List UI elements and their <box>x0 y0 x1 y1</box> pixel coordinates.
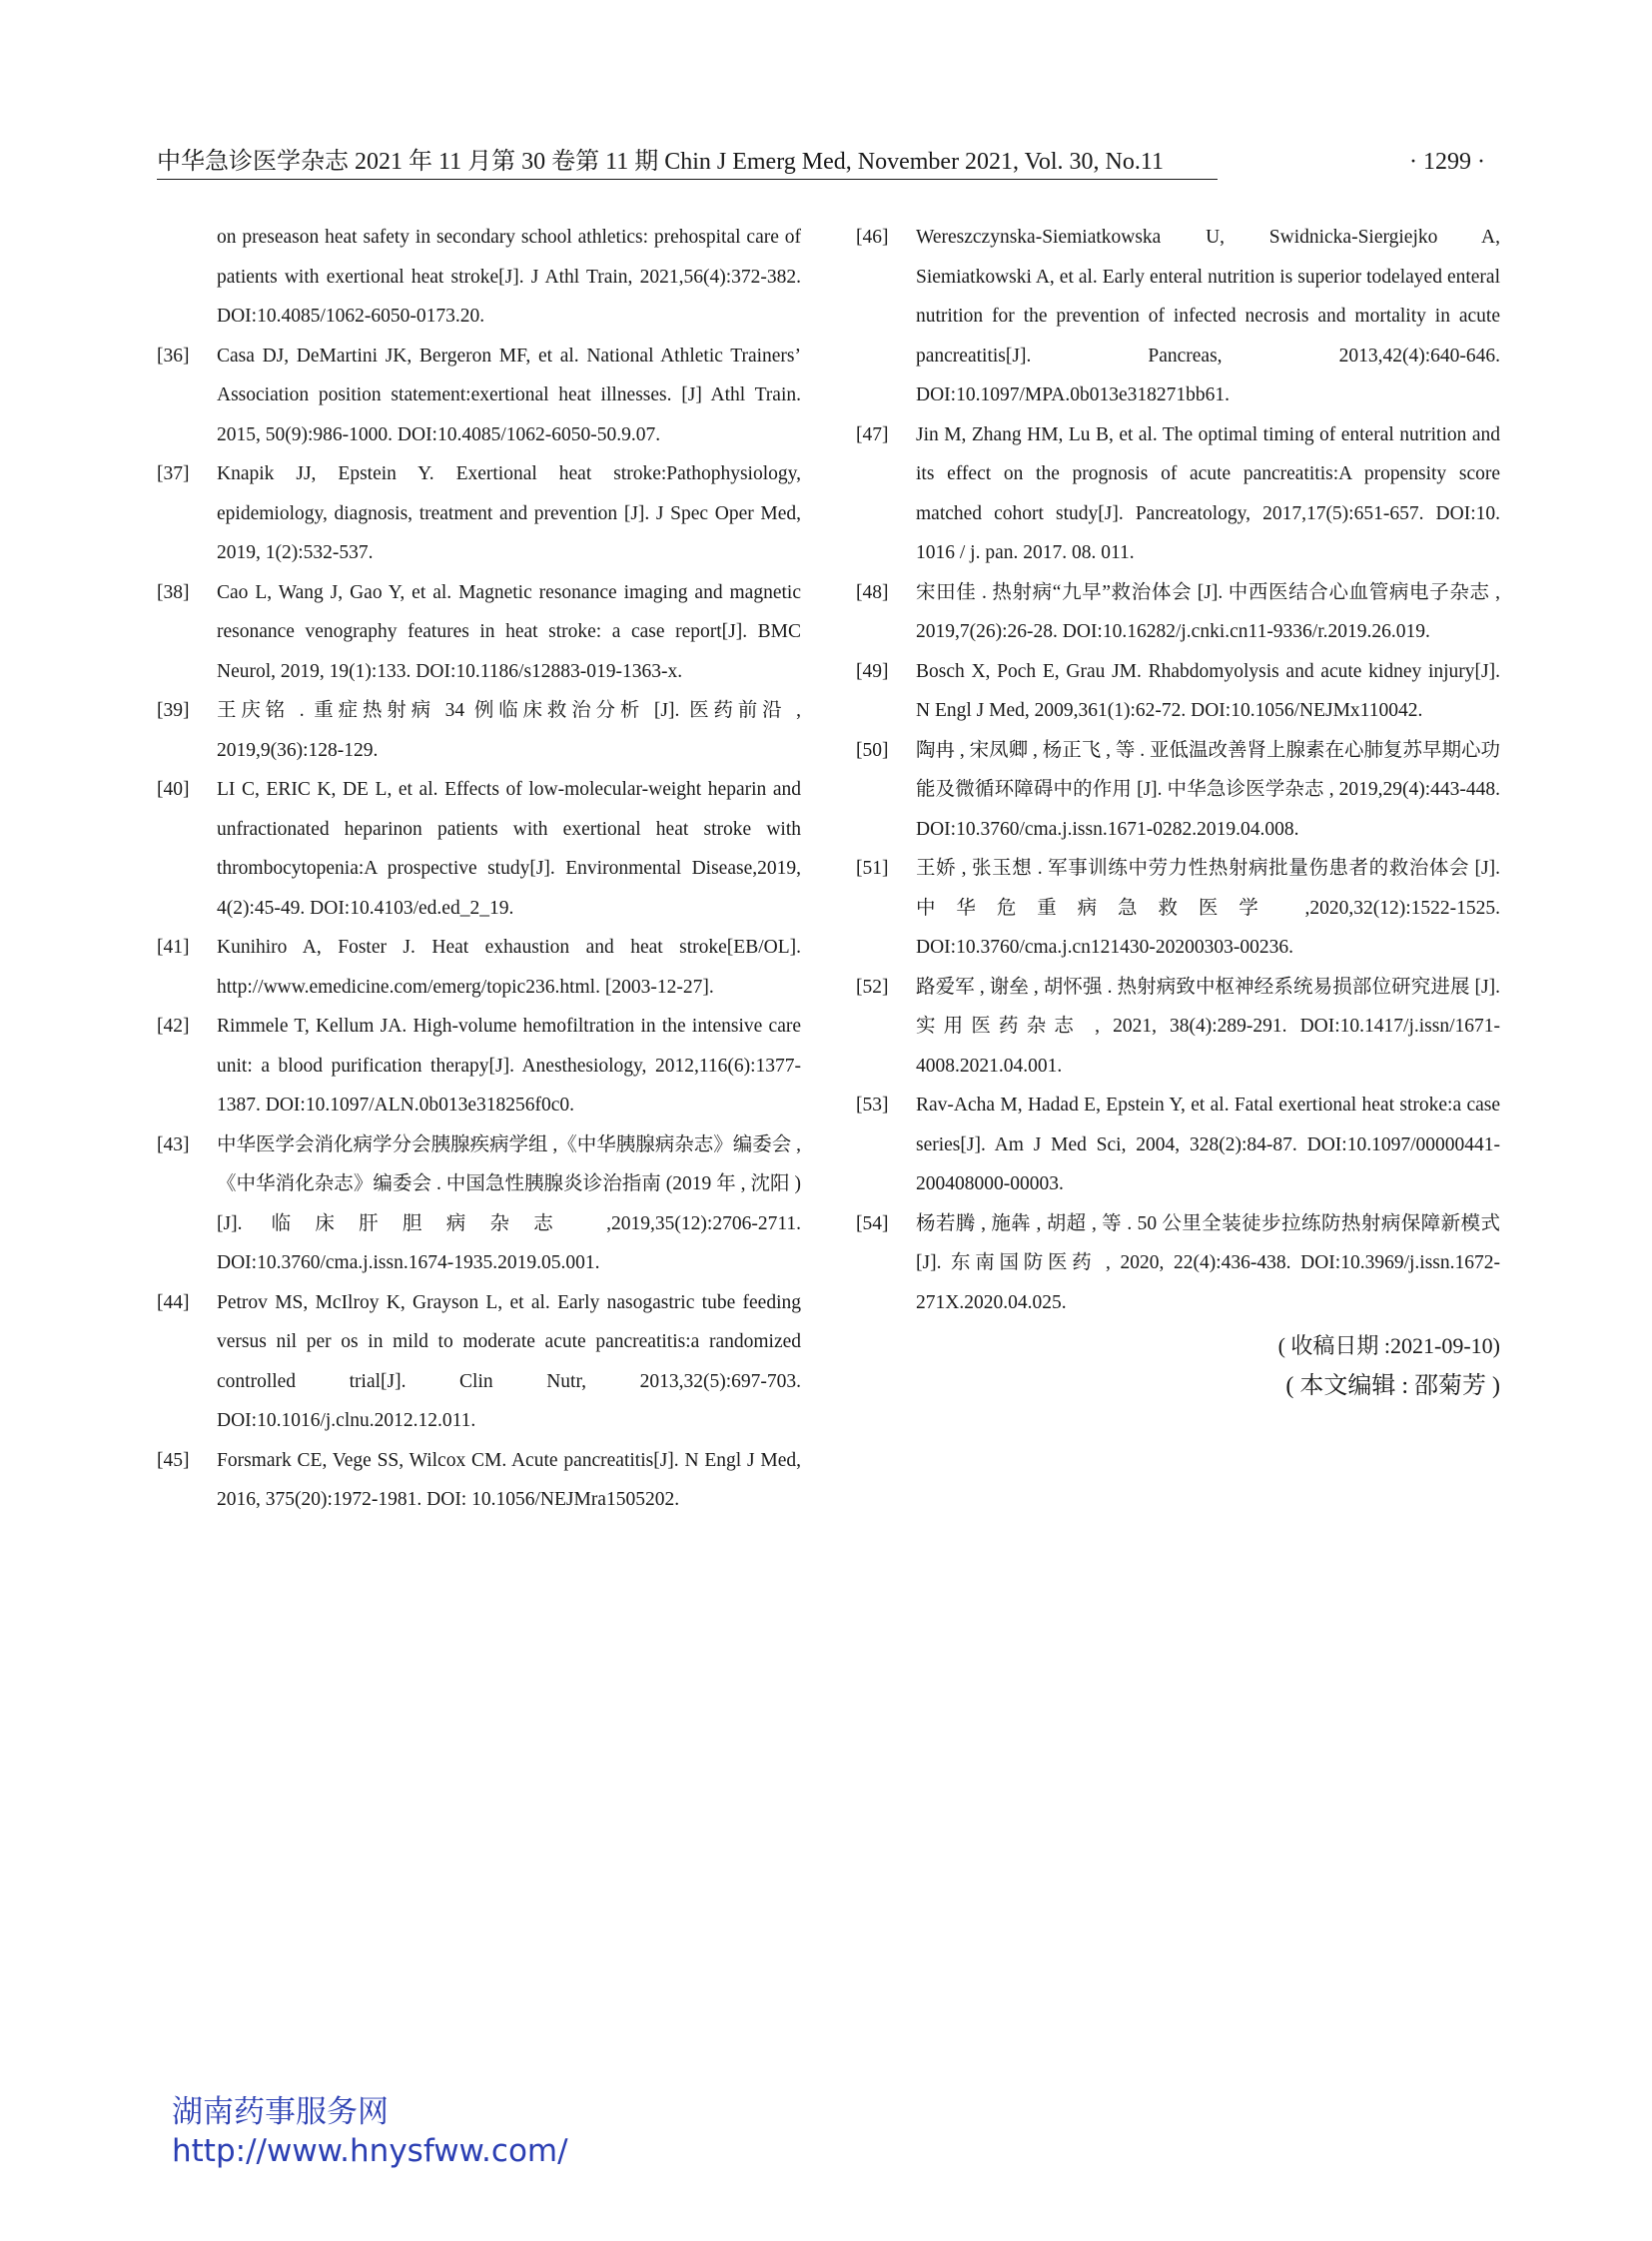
reference-entry-43 <box>157 1125 801 1283</box>
reference-number: [51] <box>856 858 889 879</box>
reference-entry-54 <box>856 1204 1500 1323</box>
reference-text: Rav-Acha M, Hadad E, Epstein Y, et al. Fatal exertional heat stroke:a case series[J]. Am J Med Sci, 2004, 328(2):84-87. DOI:10.1097/00000441-200408000-00003. <box>916 1095 1500 1194</box>
reference-text: Knapik JJ, Epstein Y. Exertional heat stroke:Pathophysiology, epidemiology, diagnosis, treatment and prevention [J]. J Spec Oper Med, 2019, 1(2):532-537. <box>217 463 801 563</box>
reference-entry-36 <box>157 337 801 455</box>
reference-number: [53] <box>856 1095 889 1116</box>
journal-citation-header: 中华急诊医学杂志 2021 年 11 月第 30 卷第 11 期 Chin J Emerg Med, November 2021, Vol. 30, No.11 <box>157 149 1164 175</box>
references-right-column <box>856 218 1500 1406</box>
running-header <box>157 146 1485 178</box>
reference-number: [39] <box>157 700 190 721</box>
reference-number: [48] <box>856 581 889 603</box>
reference-entry-42 <box>157 1007 801 1125</box>
reference-number: [37] <box>157 463 190 484</box>
reference-number: [50] <box>856 739 889 761</box>
reference-entry-51 <box>856 849 1500 968</box>
reference-number: [42] <box>157 1016 190 1037</box>
reference-text: 王庆铭 . 重症热射病 34 例临床救治分析 [J]. 医药前沿 , 2019,9(36):128-129. <box>217 700 801 761</box>
reference-text: 路爱军 , 谢垒 , 胡怀强 . 热射病致中枢神经系统易损部位研究进展 [J]. 实用医药杂志 , 2021, 38(4):289-291. DOI:10.1417/j.issn/1671-4008.2021.04.001. <box>916 976 1500 1077</box>
editor-credit: ( 本文编辑 : 邵菊芳 ) <box>1285 1373 1500 1399</box>
reference-text: Rimmele T, Kellum JA. High-volume hemofiltration in the intensive care unit: a blood purification therapy[J]. Anesthesiology, 2012,116(6):1377-1387. DOI:10.1097/ALN.0b013e318256f0c0. <box>217 1016 801 1116</box>
reference-entry-46 <box>856 218 1500 415</box>
reference-number: [43] <box>157 1133 190 1155</box>
site-watermark <box>172 2092 568 2170</box>
page-number: · 1299 · <box>1409 149 1485 175</box>
reference-text: Petrov MS, McIlroy K, Grayson L, et al. Early nasogastric tube feeding versus nil per os in mild to moderate acute pancreatitis:a randomized controlled trial[J]. Clin Nutr, 2013,32(5):697-703. DOI:10.1016/j.clnu.2012.12.011. <box>217 1291 801 1431</box>
reference-entry-53 <box>856 1086 1500 1204</box>
reference-text: 陶冉 , 宋凤卿 , 杨正飞 , 等 . 亚低温改善肾上腺素在心肺复苏早期心功能及微循环障碍中的作用 [J]. 中华急诊医学杂志 , 2019,29(4):443-448. DOI:10.3760/cma.j.issn.1671-0282.2019.04.008. <box>916 739 1501 840</box>
reference-text: 杨若腾 , 施犇 , 胡超 , 等 . 50 公里全装徒步拉练防热射病保障新模式 [J]. 东南国防医药 , 2020, 22(4):436-438. DOI:10.3969/j.issn.1672-271X.2020.04.025. <box>916 1212 1500 1313</box>
reference-number: [49] <box>856 660 889 682</box>
reference-number: [38] <box>157 581 190 603</box>
reference-number: [52] <box>856 976 889 998</box>
reference-entry-39 <box>157 691 801 770</box>
reference-entry-37 <box>157 454 801 573</box>
reference-number: [44] <box>157 1291 190 1313</box>
reference-text: Forsmark CE, Vege SS, Wilcox CM. Acute pancreatitis[J]. N Engl J Med, 2016, 375(20):1972-1981. DOI: 10.1056/NEJMra1505202. <box>217 1449 801 1510</box>
reference-text: 中华医学会消化病学分会胰腺疾病学组 ,《中华胰腺病杂志》编委会 ,《中华消化杂志》编委会 . 中国急性胰腺炎诊治指南 (2019 年 , 沈阳 )[J]. 临床肝胆病杂志 ,2019,35(12):2706-2711. DOI:10.3760/cma.j.issn.1674-1935.2019.05.001. <box>217 1133 802 1273</box>
reference-entry-45 <box>157 1441 801 1520</box>
reference-text: Casa DJ, DeMartini JK, Bergeron MF, et al. National Athletic Trainers’ Association position statement:exertional heat illnesses. [J] Athl Train. 2015, 50(9):986-1000. DOI:10.4085/1062-6050-50.9.07. <box>217 345 801 445</box>
reference-text: LI C, ERIC K, DE L, et al. Effects of low-molecular-weight heparin and unfractionated heparinon patients with exertional heat stroke with thrombocytopenia:A prospective study[J]. Environmental Disease,2019, 4(2):45-49. DOI:10.4103/ed.ed_2_19. <box>217 779 801 919</box>
watermark-site-name: 湖南药事服务网 <box>172 2094 389 2130</box>
reference-text: Jin M, Zhang HM, Lu B, et al. The optimal timing of enteral nutrition and its effect on the prognosis of acute pancreatitis:A propensity score matched cohort study[J]. Pancreatology, 2017,17(5):651-657. DOI:10. 1016 / j. pan. 2017. 08. 011. <box>916 423 1500 563</box>
received-date: ( 收稿日期 :2021-09-10) <box>1277 1333 1500 1358</box>
reference-text: Kunihiro A, Foster J. Heat exhaustion and heat stroke[EB/OL]. http://www.emedicine.com/emerg/topic236.html. [2003-12-27]. <box>217 937 801 998</box>
reference-number: [47] <box>856 423 889 445</box>
reference-text: 宋田佳 . 热射病“九早”救治体会 [J]. 中西医结合心血管病电子杂志 , 2019,7(26):26-28. DOI:10.16282/j.cnki.cn11-9336/r.2019.26.019. <box>916 581 1500 642</box>
reference-number: [54] <box>856 1212 889 1234</box>
reference-entry-41 <box>157 928 801 1007</box>
header-underline <box>157 179 1218 180</box>
reference-text: Bosch X, Poch E, Grau JM. Rhabdomyolysis and acute kidney injury[J]. N Engl J Med, 2009,361(1):62-72. DOI:10.1056/NEJMx110042. <box>916 660 1500 721</box>
reference-entry-50 <box>856 731 1500 850</box>
watermark-url: http://www.hnysfww.com/ <box>172 2133 568 2169</box>
reference-entry-47 <box>856 415 1500 573</box>
reference-entry-40 <box>157 770 801 928</box>
reference-number: [46] <box>856 227 889 248</box>
reference-entry-49 <box>856 652 1500 731</box>
reference-text: 王娇 , 张玉想 . 军事训练中劳力性热射病批量伤患者的救治体会 [J]. 中华危重病急救医学 ,2020,32(12):1522-1525. DOI:10.3760/cma.j.cn121430-20200303-00236. <box>916 858 1500 958</box>
reference-number: [40] <box>157 779 190 800</box>
reference-entry-48 <box>856 573 1500 652</box>
reference-number: [41] <box>157 937 190 958</box>
reference-entry-52 <box>856 968 1500 1087</box>
reference-number: [36] <box>157 345 190 367</box>
reference-text: Cao L, Wang J, Gao Y, et al. Magnetic resonance imaging and magnetic resonance venography features in heat stroke: a case report[J]. BMC Neurol, 2019, 19(1):133. DOI:10.1186/s12883-019-1363-x. <box>217 581 801 682</box>
reference-entry-35-continued <box>157 218 801 337</box>
reference-entry-38 <box>157 573 801 692</box>
reference-entry-44 <box>157 1283 801 1441</box>
reference-text: Wereszczynska-Siemiatkowska U, Swidnicka-Siergiejko A, Siemiatkowski A, et al. Early enteral nutrition is superior todelayed enteral nutrition for the prevention of infected necrosis and mortality in acute pancreatitis[J]. Pancreas, 2013,42(4):640-646. DOI:10.1097/MPA.0b013e318271bb61. <box>916 227 1500 405</box>
reference-number: [45] <box>157 1449 190 1471</box>
references-left-column <box>157 218 801 1520</box>
reference-text: on preseason heat safety in secondary school athletics: prehospital care of patients with exertional heat stroke[J]. J Athl Train, 2021,56(4):372-382. DOI:10.4085/1062-6050-0173.20. <box>217 227 801 327</box>
